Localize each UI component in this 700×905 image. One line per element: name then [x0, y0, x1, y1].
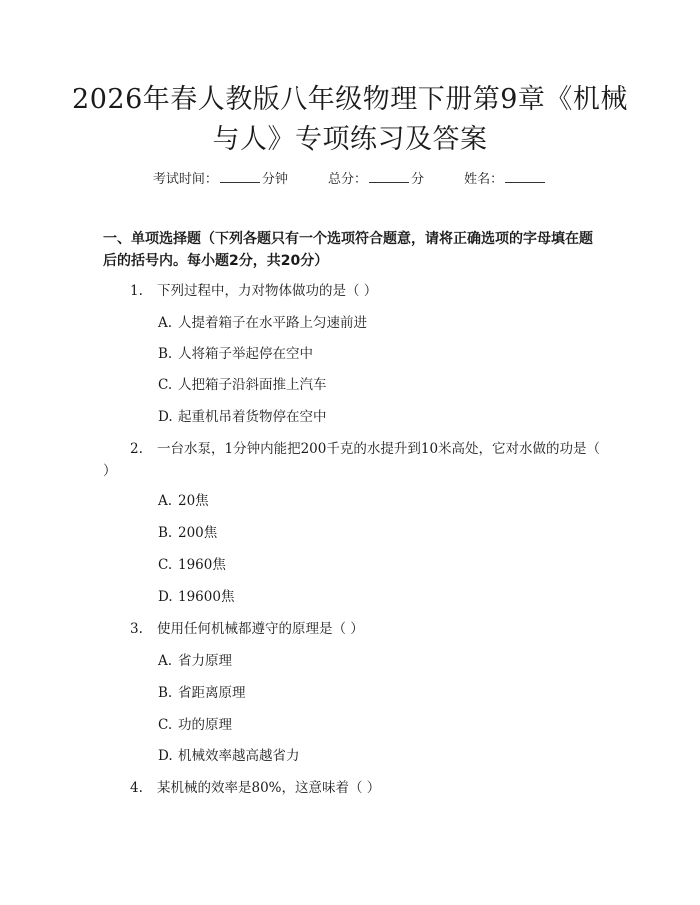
option-letter: A. [158, 315, 173, 331]
option-letter: C. [158, 717, 173, 733]
student-name-label: 姓名： [464, 172, 504, 187]
option-letter: B. [158, 346, 173, 362]
student-name [464, 168, 547, 190]
option-text: 人将箱子举起停在空中 [178, 346, 313, 362]
option-letter: D. [158, 409, 173, 425]
option-3c [158, 714, 598, 736]
question-4 [103, 777, 603, 799]
option-2d [158, 586, 598, 608]
question-text: 一台水泵，1分钟内能把200千克的水提升到10米高处，它对水做的功是（ ） [103, 441, 601, 479]
question-text: 使用任何机械都遵守的原理是（ ） [157, 621, 364, 637]
total-score-blank[interactable] [369, 168, 409, 183]
total-score [328, 168, 424, 190]
question-number: 3. [130, 621, 143, 637]
option-letter: C. [158, 377, 173, 393]
option-2b [158, 522, 598, 544]
option-text: 20焦 [178, 493, 209, 509]
exam-time-blank[interactable] [220, 168, 260, 183]
exam-time [153, 168, 288, 190]
question-1 [103, 280, 603, 302]
exam-time-unit: 分钟 [261, 172, 288, 187]
question-3 [103, 618, 603, 640]
option-2c [158, 554, 598, 576]
exam-info [0, 168, 700, 190]
section-heading: 一、单项选择题（下列各题只有一个选项符合题意，请将正确选项的字母填在题后的括号内。每小题2分，共20分） [103, 231, 593, 269]
total-score-label: 总分： [327, 172, 367, 187]
option-text: 200焦 [178, 525, 218, 541]
question-number: 2. [130, 441, 143, 457]
question-text: 下列过程中，力对物体做功的是（ ） [157, 283, 378, 299]
question-number: 1. [130, 283, 143, 299]
option-letter: D. [158, 748, 173, 764]
question-2 [103, 438, 603, 482]
option-letter: B. [158, 525, 173, 541]
option-letter: B. [158, 685, 173, 701]
exam-time-label: 考试时间： [152, 172, 218, 187]
option-text: 省距离原理 [178, 685, 246, 701]
option-1b [158, 343, 598, 365]
total-score-unit: 分 [411, 172, 425, 187]
option-text: 功的原理 [178, 717, 232, 733]
document-title: 2026年春人教版八年级物理下册第9章《机械与人》专项练习及答案 [72, 84, 628, 155]
option-text: 19600焦 [178, 589, 235, 605]
question-text: 某机械的效率是80%，这意味着（ ） [157, 780, 381, 796]
option-letter: D. [158, 589, 173, 605]
option-text: 人把箱子沿斜面推上汽车 [178, 377, 327, 393]
option-1c [158, 374, 598, 396]
question-number: 4. [130, 780, 143, 796]
option-text: 1960焦 [178, 557, 226, 573]
option-letter: A. [158, 653, 173, 669]
option-text: 人提着箱子在水平路上匀速前进 [178, 315, 367, 331]
option-3d [158, 745, 598, 767]
option-letter: A. [158, 493, 173, 509]
option-text: 省力原理 [178, 653, 232, 669]
option-text: 起重机吊着货物停在空中 [178, 409, 327, 425]
student-name-blank[interactable] [505, 168, 545, 183]
option-letter: C. [158, 557, 173, 573]
option-1d [158, 406, 598, 428]
option-3b [158, 682, 598, 704]
option-text: 机械效率越高越省力 [178, 748, 300, 764]
option-1a [158, 312, 598, 334]
option-3a [158, 650, 598, 672]
option-2a [158, 490, 598, 512]
